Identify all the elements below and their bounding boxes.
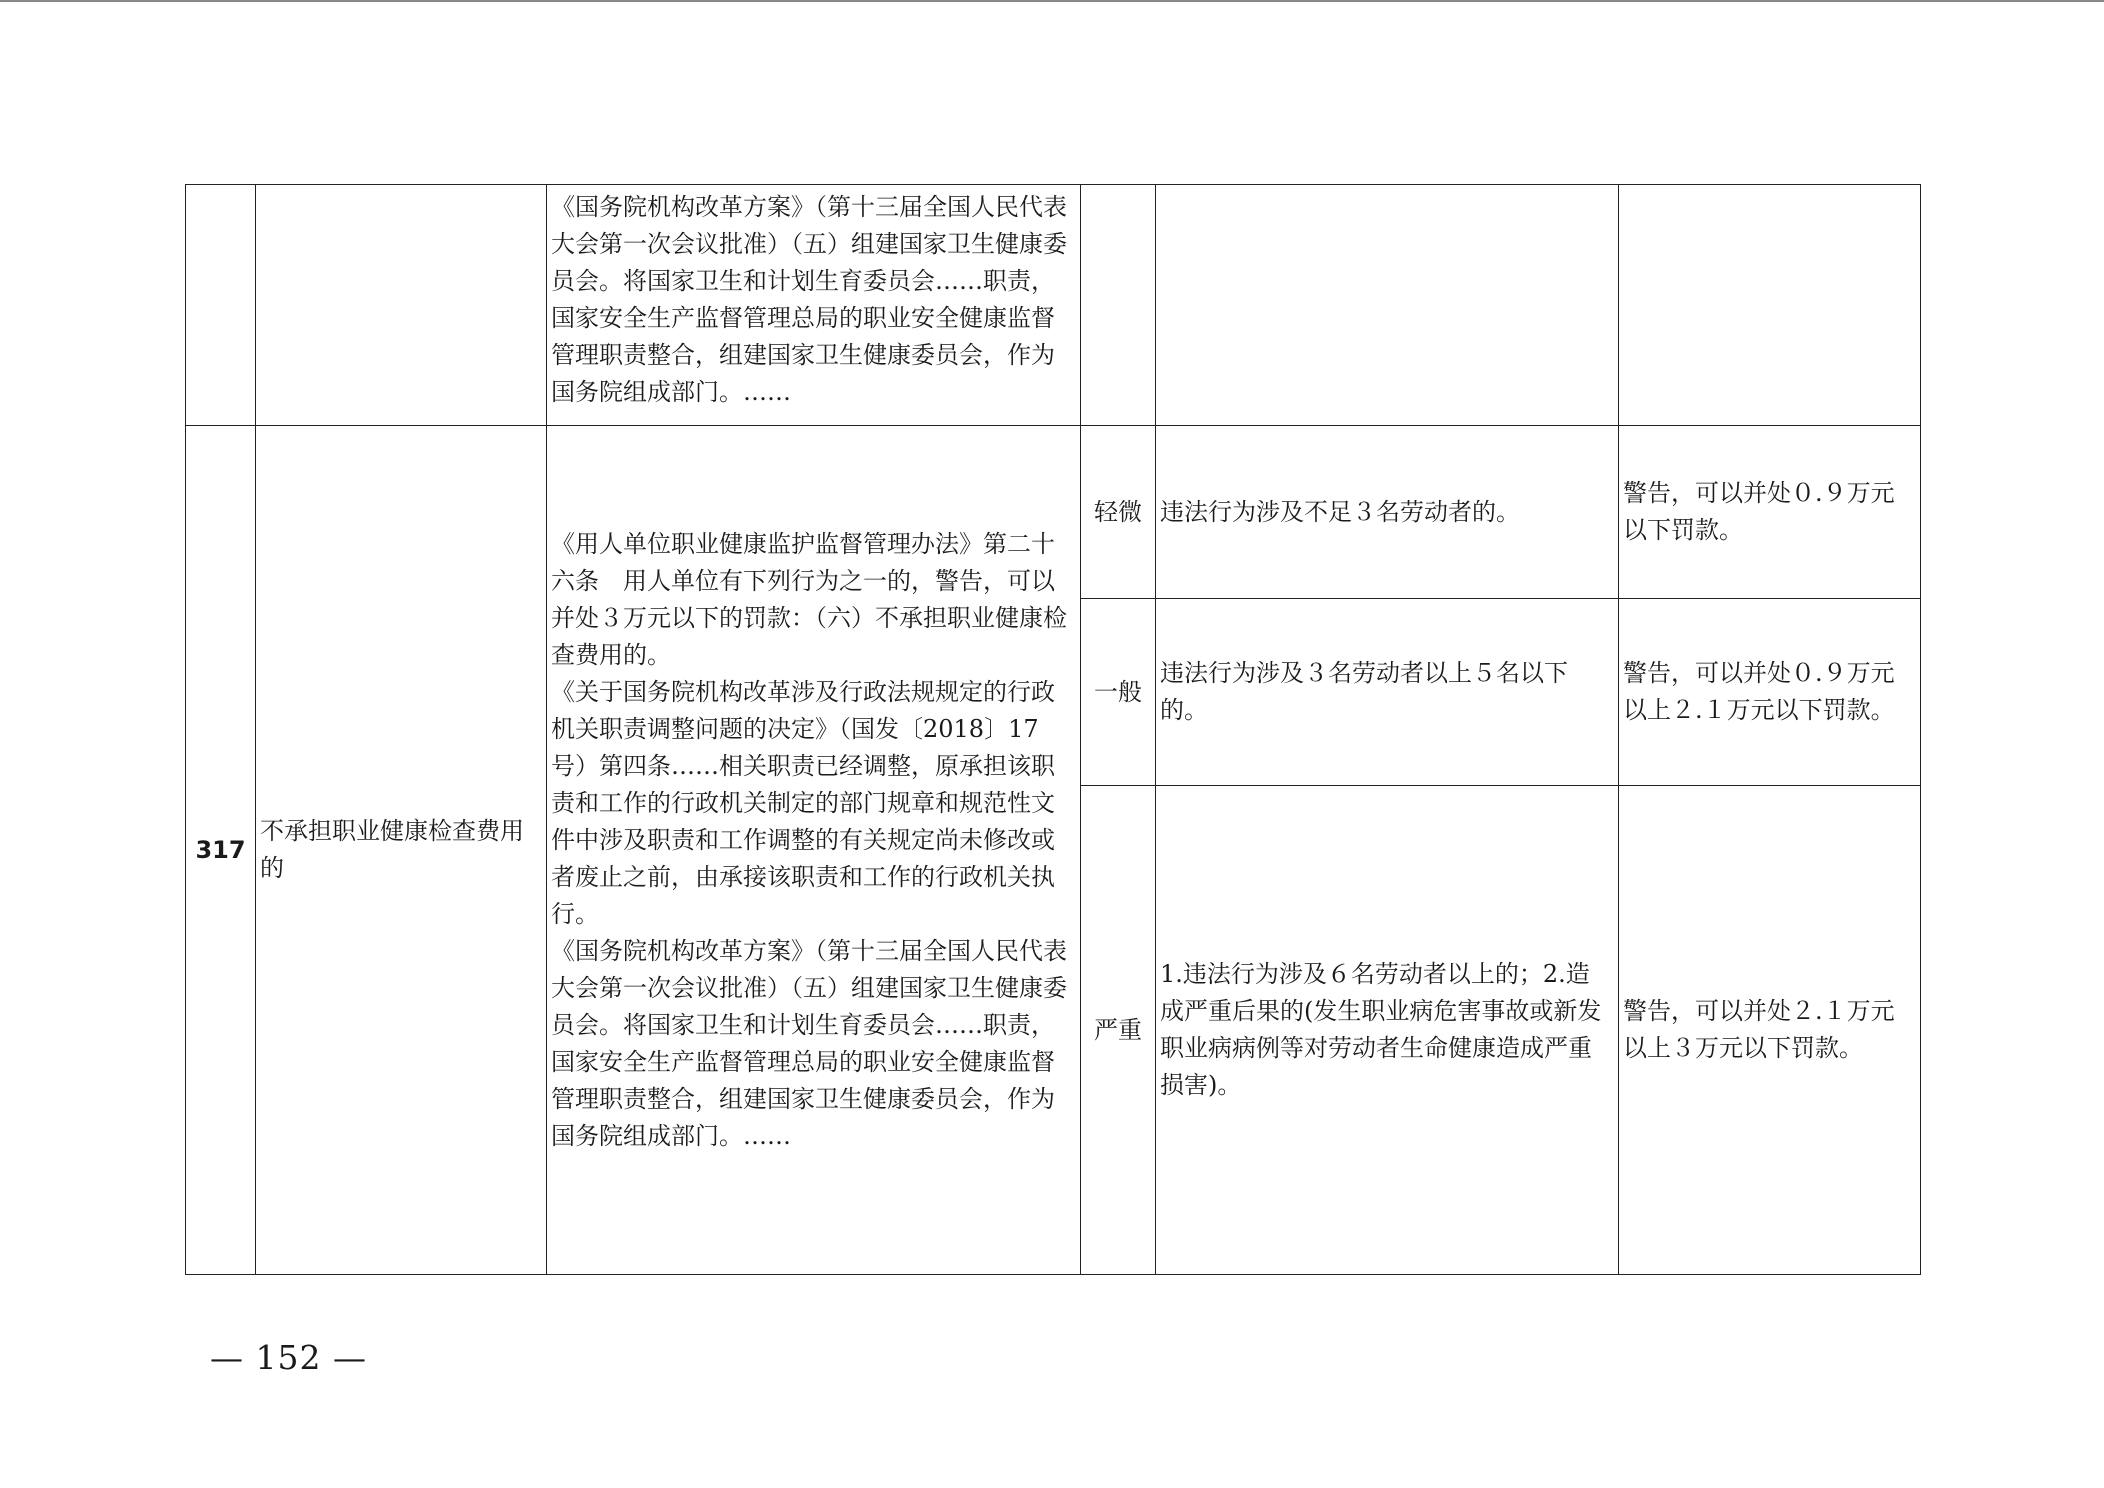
level-label: 严重	[1094, 1015, 1142, 1044]
number-cell-empty	[186, 185, 256, 426]
level-cell-severe	[1081, 786, 1156, 1275]
penalty-cell-empty	[1619, 185, 1921, 426]
page-number: — 152 —	[210, 1338, 367, 1377]
penalty-cell-minor	[1619, 426, 1921, 599]
circumstance-text: 1.违法行为涉及６名劳动者以上的；2.造成严重后果的(发生职业病危害事故或新发职业病病例等对劳动者生命健康造成严重损害)。	[1160, 960, 1602, 1099]
table-row-continuation	[186, 185, 1921, 426]
basis-cell	[547, 185, 1081, 426]
item-number: 317	[195, 835, 246, 864]
top-border-line	[0, 0, 2104, 2]
penalty-cell-general	[1619, 599, 1921, 786]
penalty-cell-severe	[1619, 786, 1921, 1275]
basis-text: 《国务院机构改革方案》（第十三届全国人民代表大会第一次会议批准）（五）组建国家卫生健康委员会。将国家卫生和计划生育委员会……职责，国家安全生产监督管理总局的职业安全健康监督管理职责整合，组建国家卫生健康委员会，作为国务院组成部门。……	[551, 193, 1067, 406]
circumstance-cell-empty	[1156, 185, 1619, 426]
table-row-317-minor	[186, 426, 1921, 599]
basis-paragraph: 《关于国务院机构改革涉及行政法规规定的行政机关职责调整问题的决定》（国发〔2018〕17号）第四条……相关职责已经调整，原承担该职责和工作的行政机关制定的部门规章和规范性文件中涉及职责和工作调整的有关规定尚未修改或者废止之前，由承接该职责和工作的行政机关执行。	[551, 678, 1055, 928]
circumstance-text: 违法行为涉及３名劳动者以上５名以下的。	[1160, 659, 1568, 724]
penalty-text: 警告，可以并处２.１万元以上３万元以下罚款。	[1623, 997, 1895, 1062]
level-cell-empty	[1081, 185, 1156, 426]
basis-paragraph: 《用人单位职业健康监护监督管理办法》第二十六条 用人单位有下列行为之一的，警告，可以并处３万元以下的罚款：（六）不承担职业健康检查费用的。	[551, 530, 1067, 669]
circumstance-cell-minor	[1156, 426, 1619, 599]
basis-paragraph: 《国务院机构改革方案》（第十三届全国人民代表大会第一次会议批准）（五）组建国家卫生健康委员会。将国家卫生和计划生育委员会……职责，国家安全生产监督管理总局的职业安全健康监督管理职责整合，组建国家卫生健康委员会，作为国务院组成部门。……	[551, 937, 1067, 1150]
level-cell-minor	[1081, 426, 1156, 599]
level-label: 一般	[1094, 677, 1142, 706]
penalty-text: 警告，可以并处０.９万元以下罚款。	[1623, 479, 1895, 544]
basis-cell	[547, 426, 1081, 1275]
penalty-table	[185, 184, 1921, 1275]
level-cell-general	[1081, 599, 1156, 786]
violation-text: 不承担职业健康检查费用的	[260, 817, 524, 882]
violation-cell-empty	[256, 185, 547, 426]
penalty-text: 警告，可以并处０.９万元以上２.１万元以下罚款。	[1623, 659, 1895, 724]
item-number-cell	[186, 426, 256, 1275]
level-label: 轻微	[1094, 497, 1142, 526]
circumstance-cell-general	[1156, 599, 1619, 786]
violation-cell	[256, 426, 547, 1275]
circumstance-cell-severe	[1156, 786, 1619, 1275]
circumstance-text: 违法行为涉及不足３名劳动者的。	[1160, 497, 1520, 526]
